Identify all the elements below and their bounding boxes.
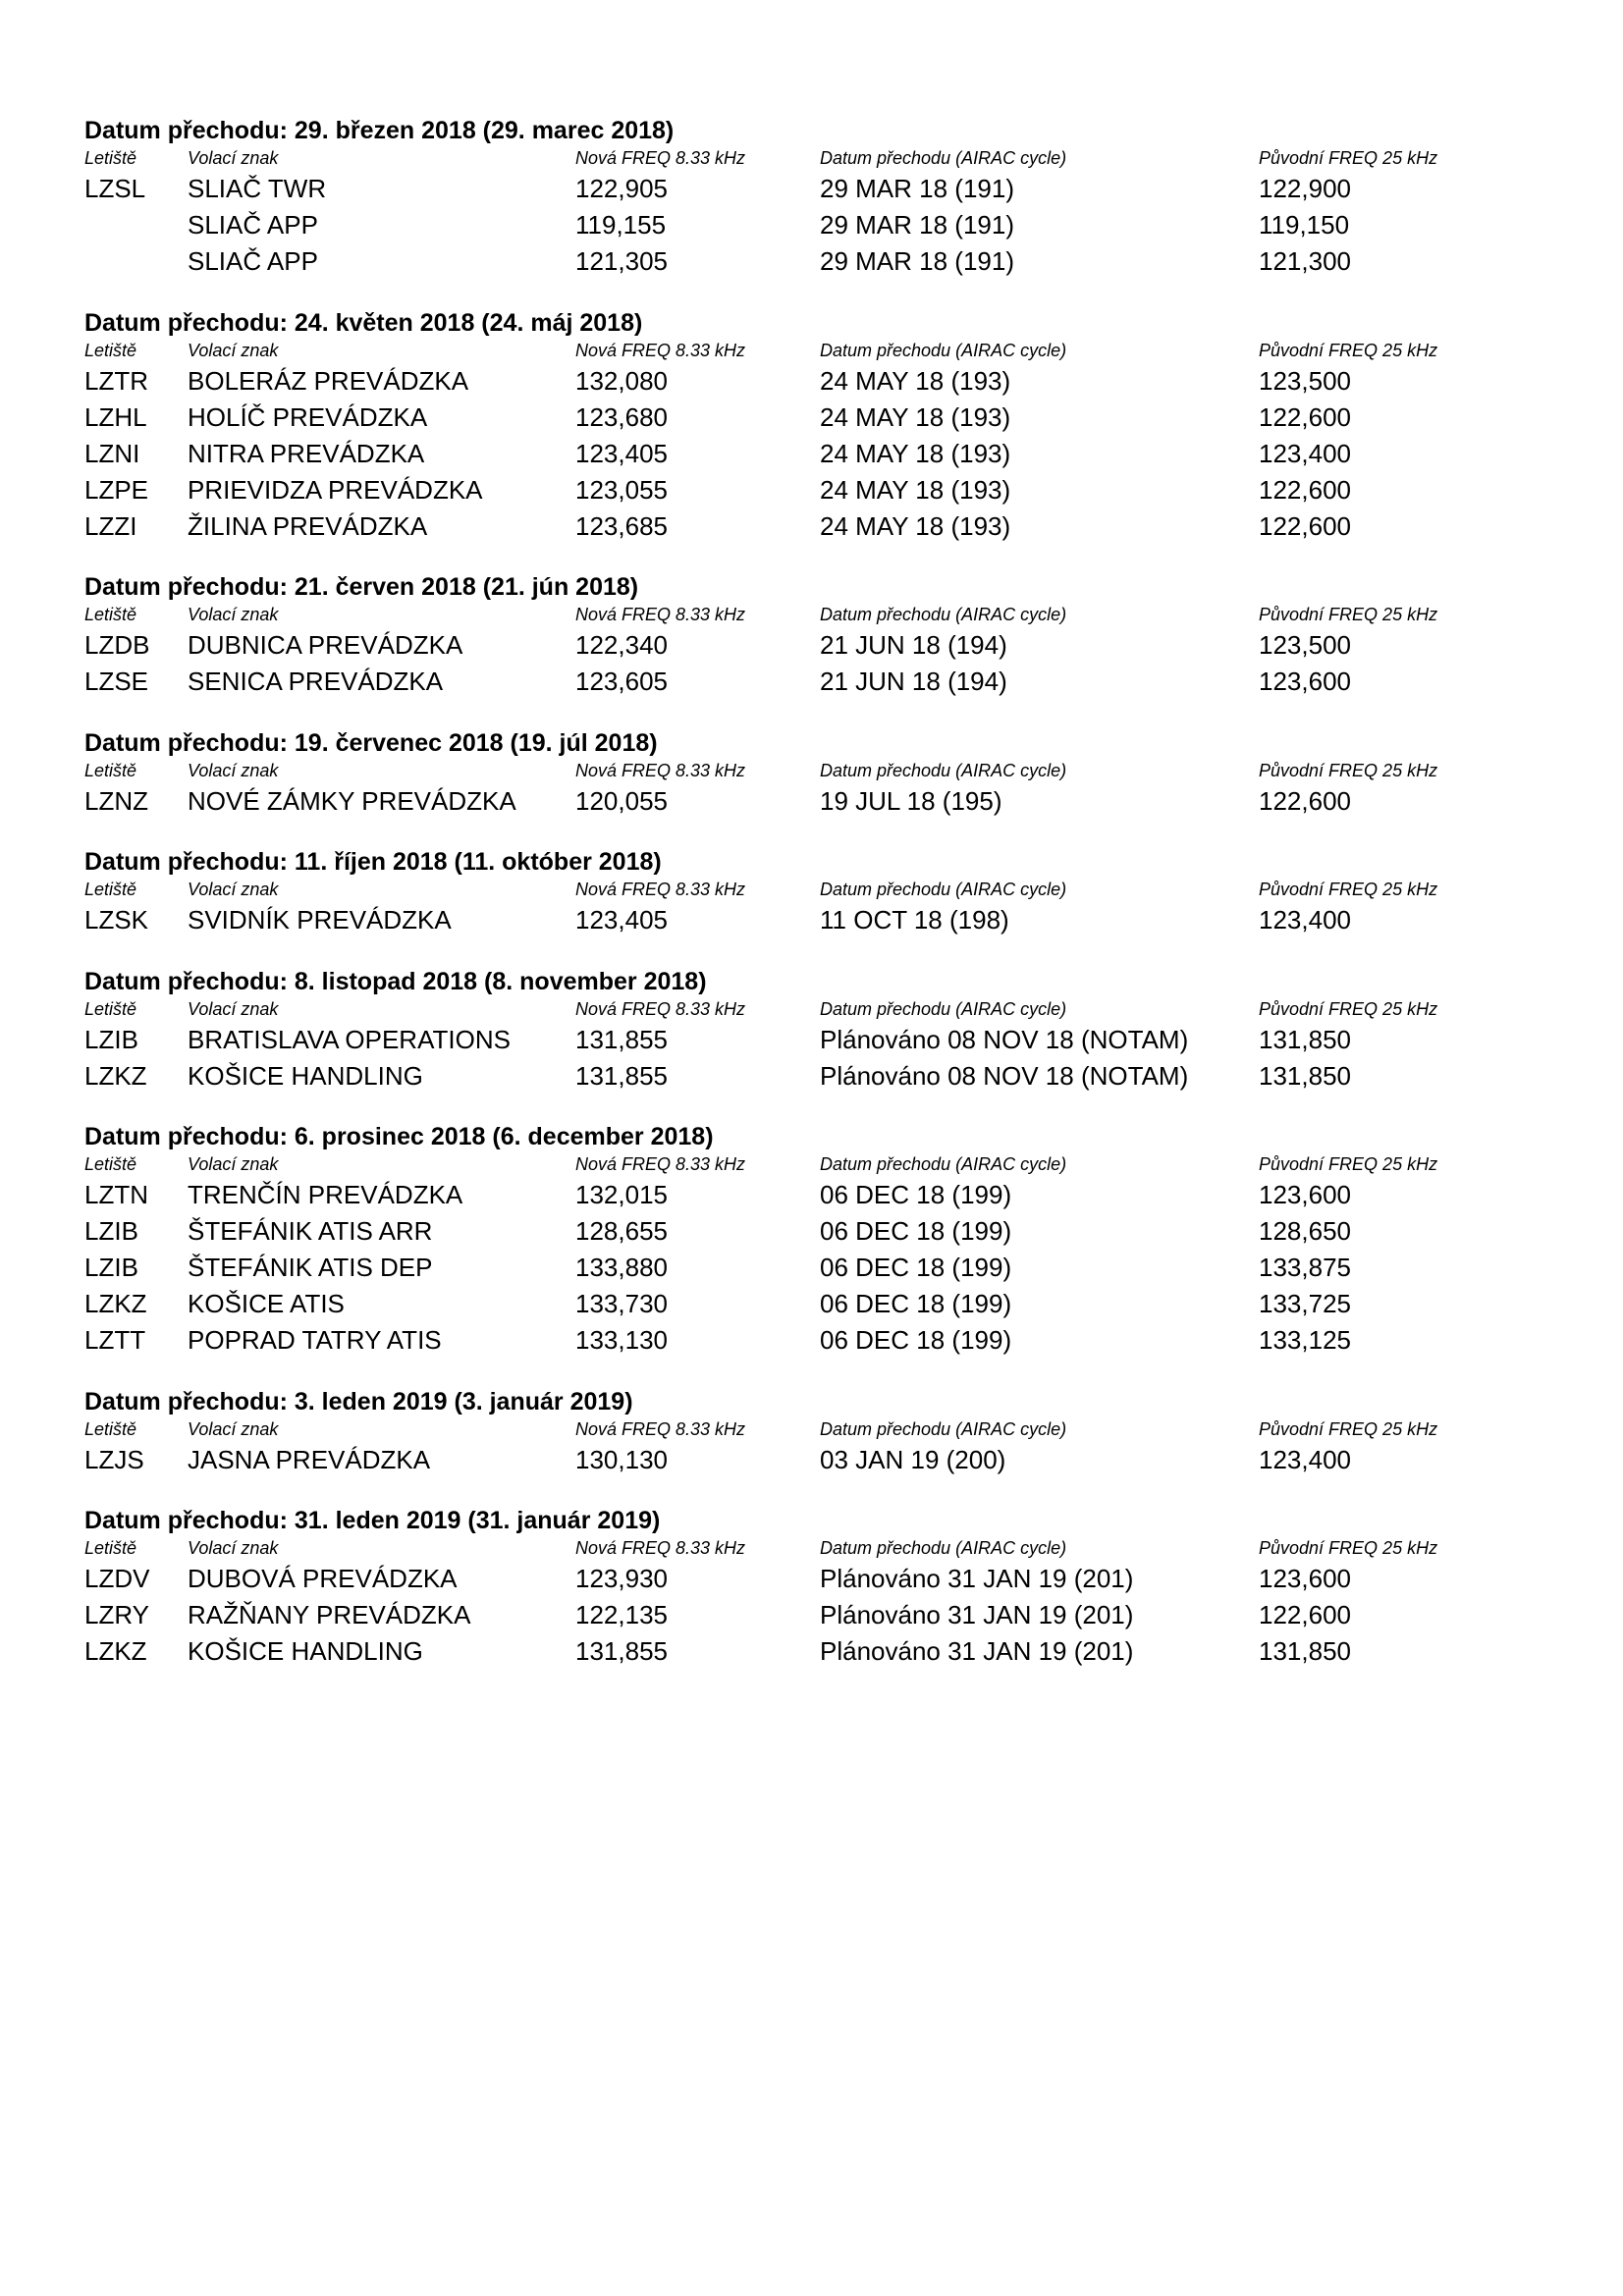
column-header-row [84, 1535, 1479, 1561]
airport-code: LZNI [84, 438, 140, 468]
old-freq: 123,600 [1259, 1564, 1351, 1593]
old-freq: 128,650 [1259, 1216, 1351, 1246]
new-freq: 123,685 [575, 510, 668, 541]
old-freq: 123,600 [1259, 1180, 1351, 1209]
callsign: ŠTEFÁNIK ATIS ARR [188, 1216, 433, 1246]
header-date: Datum přechodu (AIRAC cycle) [820, 880, 1067, 899]
old-freq: 123,500 [1259, 630, 1351, 660]
header-new-freq: Nová FREQ 8.33 kHz [575, 880, 746, 899]
header-date: Datum přechodu (AIRAC cycle) [820, 1154, 1067, 1174]
old-freq: 122,600 [1259, 1600, 1351, 1629]
section-title: Datum přechodu: 31. leden 2019 (31. január 2019) [84, 1507, 661, 1534]
new-freq: 123,930 [575, 1564, 668, 1593]
old-freq: 123,400 [1259, 438, 1351, 468]
table-row [84, 783, 1479, 820]
callsign: POPRAD TATRY ATIS [188, 1325, 442, 1355]
document-page [84, 116, 1479, 1698]
column-header-row [84, 338, 1479, 363]
transition-date: 11 OCT 18 (198) [820, 905, 1009, 934]
section-title: Datum přechodu: 8. listopad 2018 (8. november 2018) [84, 967, 707, 995]
old-freq: 122,600 [1259, 474, 1351, 505]
column-header-row [84, 877, 1479, 902]
new-freq: 133,730 [575, 1289, 668, 1318]
new-freq: 122,135 [575, 1600, 668, 1629]
header-airport: Letiště [84, 1538, 137, 1558]
table-row [84, 664, 1479, 700]
old-freq: 119,150 [1259, 210, 1350, 240]
section-title: Datum přechodu: 11. říjen 2018 (11. október 2018) [84, 848, 662, 876]
column-header-row [84, 602, 1479, 627]
section-title: Datum přechodu: 6. prosinec 2018 (6. december 2018) [84, 1123, 714, 1150]
header-airport: Letiště [84, 1418, 137, 1439]
callsign: HOLÍČ PREVÁDZKA [188, 401, 428, 432]
transition-date: 06 DEC 18 (199) [820, 1253, 1012, 1282]
old-freq: 123,400 [1259, 1444, 1351, 1474]
new-freq: 123,405 [575, 438, 668, 468]
new-freq: 123,605 [575, 667, 668, 696]
table-row [84, 400, 1479, 436]
transition-section [84, 308, 1479, 545]
transition-date: Plánováno 31 JAN 19 (201) [820, 1636, 1134, 1666]
section-title: Datum přechodu: 3. leden 2019 (3. január 2019) [84, 1387, 633, 1415]
callsign: SLIAČ APP [188, 246, 318, 276]
callsign: PRIEVIDZA PREVÁDZKA [188, 474, 483, 505]
airport-code: LZIB [84, 1024, 138, 1054]
table-row [84, 1250, 1479, 1286]
airport-code: LZIB [84, 1253, 138, 1282]
new-freq: 123,405 [575, 905, 668, 934]
header-old-freq: Původní FREQ 25 kHz [1259, 148, 1438, 168]
header-callsign: Volací znak [188, 880, 279, 899]
new-freq: 119,155 [575, 210, 667, 240]
header-airport: Letiště [84, 1154, 137, 1174]
airport-code: LZZI [84, 510, 137, 541]
transition-section [84, 847, 1479, 938]
table-row [84, 1177, 1479, 1213]
callsign: JASNA PREVÁDZKA [188, 1444, 431, 1474]
callsign: RAŽŇANY PREVÁDZKA [188, 1600, 471, 1629]
transition-date: 29 MAR 18 (191) [820, 174, 1014, 203]
callsign: ŠTEFÁNIK ATIS DEP [188, 1253, 433, 1282]
transition-section [84, 967, 1479, 1095]
header-new-freq: Nová FREQ 8.33 kHz [575, 605, 746, 624]
transition-date: Plánováno 08 NOV 18 (NOTAM) [820, 1060, 1189, 1091]
airport-code: LZJS [84, 1444, 144, 1474]
header-airport: Letiště [84, 880, 137, 899]
airport-code: LZKZ [84, 1060, 147, 1091]
header-date: Datum přechodu (AIRAC cycle) [820, 760, 1067, 780]
new-freq: 130,130 [575, 1444, 668, 1474]
new-freq: 132,080 [575, 365, 668, 396]
table-row [84, 207, 1479, 243]
new-freq: 122,905 [575, 174, 668, 203]
airport-code: LZNZ [84, 785, 148, 816]
new-freq: 122,340 [575, 630, 668, 660]
header-new-freq: Nová FREQ 8.33 kHz [575, 998, 746, 1019]
table-row [84, 1213, 1479, 1250]
old-freq: 123,400 [1259, 905, 1351, 934]
table-row [84, 1286, 1479, 1322]
header-old-freq: Původní FREQ 25 kHz [1259, 340, 1438, 360]
table-row [84, 1633, 1479, 1670]
callsign: KOŠICE HANDLING [188, 1060, 423, 1091]
table-row [84, 243, 1479, 280]
header-callsign: Volací znak [188, 1154, 279, 1174]
table-row [84, 1442, 1479, 1478]
airport-code: LZKZ [84, 1289, 147, 1318]
section-title: Datum přechodu: 24. květen 2018 (24. máj 2018) [84, 308, 643, 337]
old-freq: 122,600 [1259, 401, 1351, 432]
header-new-freq: Nová FREQ 8.33 kHz [575, 760, 746, 780]
callsign: NOVÉ ZÁMKY PREVÁDZKA [188, 785, 516, 816]
header-date: Datum přechodu (AIRAC cycle) [820, 605, 1067, 624]
column-header-row [84, 1416, 1479, 1442]
transition-date: 24 MAY 18 (193) [820, 510, 1011, 541]
callsign: ŽILINA PREVÁDZKA [188, 510, 428, 541]
table-row [84, 472, 1479, 508]
header-callsign: Volací znak [188, 1538, 279, 1558]
header-airport: Letiště [84, 998, 137, 1019]
table-row [84, 436, 1479, 472]
transition-section [84, 572, 1479, 700]
table-row [84, 627, 1479, 664]
header-airport: Letiště [84, 340, 137, 360]
callsign: TRENČÍN PREVÁDZKA [188, 1180, 463, 1209]
header-old-freq: Původní FREQ 25 kHz [1259, 760, 1438, 780]
old-freq: 133,725 [1259, 1289, 1351, 1318]
table-row [84, 1022, 1479, 1058]
old-freq: 121,300 [1259, 246, 1351, 276]
callsign: BOLERÁZ PREVÁDZKA [188, 365, 469, 396]
old-freq: 131,850 [1259, 1060, 1351, 1091]
transition-section [84, 116, 1479, 280]
header-new-freq: Nová FREQ 8.33 kHz [575, 1538, 746, 1558]
header-callsign: Volací znak [188, 760, 279, 780]
section-title: Datum přechodu: 21. červen 2018 (21. jún 2018) [84, 573, 639, 601]
new-freq: 123,055 [575, 474, 668, 505]
header-new-freq: Nová FREQ 8.33 kHz [575, 340, 746, 360]
header-date: Datum přechodu (AIRAC cycle) [820, 1418, 1067, 1439]
header-old-freq: Původní FREQ 25 kHz [1259, 1418, 1438, 1439]
column-header-row [84, 145, 1479, 171]
new-freq: 131,855 [575, 1024, 668, 1054]
old-freq: 122,900 [1259, 174, 1351, 203]
transition-section [84, 1122, 1479, 1359]
old-freq: 122,600 [1259, 785, 1351, 816]
old-freq: 123,500 [1259, 365, 1351, 396]
header-new-freq: Nová FREQ 8.33 kHz [575, 148, 746, 168]
airport-code: LZSL [84, 174, 146, 203]
table-row [84, 1561, 1479, 1597]
old-freq: 133,875 [1259, 1253, 1351, 1282]
transition-date: 21 JUN 18 (194) [820, 667, 1007, 696]
callsign: SLIAČ APP [188, 210, 318, 240]
header-airport: Letiště [84, 148, 137, 168]
callsign: DUBNICA PREVÁDZKA [188, 630, 463, 660]
airport-code: LZTN [84, 1180, 148, 1209]
header-callsign: Volací znak [188, 605, 279, 624]
airport-code: LZTT [84, 1325, 146, 1355]
table-row [84, 508, 1479, 545]
airport-code: LZTR [84, 365, 148, 396]
callsign: DUBOVÁ PREVÁDZKA [188, 1564, 458, 1593]
column-header-row [84, 1151, 1479, 1177]
old-freq: 123,600 [1259, 667, 1351, 696]
header-old-freq: Původní FREQ 25 kHz [1259, 880, 1438, 899]
airport-code: LZDV [84, 1564, 150, 1593]
transition-date: 19 JUL 18 (195) [820, 785, 1002, 816]
table-row [84, 171, 1479, 207]
callsign: KOŠICE ATIS [188, 1289, 345, 1318]
header-date: Datum přechodu (AIRAC cycle) [820, 148, 1067, 168]
old-freq: 131,850 [1259, 1636, 1351, 1666]
header-old-freq: Původní FREQ 25 kHz [1259, 605, 1438, 624]
header-old-freq: Původní FREQ 25 kHz [1259, 1538, 1438, 1558]
transition-section [84, 1387, 1479, 1478]
header-airport: Letiště [84, 760, 137, 780]
transition-date: 03 JAN 19 (200) [820, 1444, 1006, 1474]
header-callsign: Volací znak [188, 340, 279, 360]
transition-date: 24 MAY 18 (193) [820, 474, 1011, 505]
new-freq: 132,015 [575, 1180, 668, 1209]
callsign: NITRA PREVÁDZKA [188, 438, 425, 468]
airport-code: LZIB [84, 1216, 138, 1246]
callsign: BRATISLAVA OPERATIONS [188, 1024, 511, 1054]
header-date: Datum přechodu (AIRAC cycle) [820, 1538, 1067, 1558]
new-freq: 121,305 [575, 246, 668, 276]
header-new-freq: Nová FREQ 8.33 kHz [575, 1154, 746, 1174]
column-header-row [84, 996, 1479, 1022]
transition-date: 06 DEC 18 (199) [820, 1325, 1012, 1355]
header-callsign: Volací znak [188, 998, 279, 1019]
airport-code: LZKZ [84, 1636, 147, 1666]
airport-code: LZHL [84, 401, 147, 432]
header-airport: Letiště [84, 605, 137, 624]
section-title: Datum přechodu: 19. červenec 2018 (19. júl 2018) [84, 728, 658, 757]
header-new-freq: Nová FREQ 8.33 kHz [575, 1418, 746, 1439]
airport-code: LZSE [84, 667, 149, 696]
transition-date: 24 MAY 18 (193) [820, 401, 1011, 432]
airport-code: LZRY [84, 1600, 149, 1629]
new-freq: 131,855 [575, 1636, 668, 1666]
callsign: SLIAČ TWR [188, 174, 327, 203]
airport-code: LZPE [84, 474, 149, 505]
transition-date: 06 DEC 18 (199) [820, 1216, 1012, 1246]
transition-date: 24 MAY 18 (193) [820, 365, 1011, 396]
table-row [84, 902, 1479, 938]
header-date: Datum přechodu (AIRAC cycle) [820, 998, 1067, 1019]
header-old-freq: Původní FREQ 25 kHz [1259, 998, 1438, 1019]
new-freq: 133,880 [575, 1253, 668, 1282]
header-date: Datum přechodu (AIRAC cycle) [820, 340, 1067, 360]
airport-code: LZSK [84, 905, 149, 934]
new-freq: 120,055 [575, 785, 668, 816]
header-callsign: Volací znak [188, 148, 279, 168]
new-freq: 133,130 [575, 1325, 668, 1355]
table-row [84, 1597, 1479, 1633]
callsign: KOŠICE HANDLING [188, 1636, 423, 1666]
transition-date: Plánováno 31 JAN 19 (201) [820, 1600, 1134, 1629]
airport-code: LZDB [84, 630, 150, 660]
header-callsign: Volací znak [188, 1418, 279, 1439]
old-freq: 133,125 [1259, 1325, 1351, 1355]
old-freq: 122,600 [1259, 510, 1351, 541]
new-freq: 131,855 [575, 1060, 668, 1091]
new-freq: 128,655 [575, 1216, 668, 1246]
column-header-row [84, 758, 1479, 783]
transition-date: 06 DEC 18 (199) [820, 1180, 1012, 1209]
callsign: SVIDNÍK PREVÁDZKA [188, 905, 452, 934]
transition-section [84, 728, 1479, 820]
transition-date: Plánováno 08 NOV 18 (NOTAM) [820, 1024, 1189, 1054]
transition-date: 21 JUN 18 (194) [820, 630, 1007, 660]
transition-section [84, 1506, 1479, 1670]
header-old-freq: Původní FREQ 25 kHz [1259, 1154, 1438, 1174]
table-row [84, 363, 1479, 400]
transition-date: 29 MAR 18 (191) [820, 246, 1014, 276]
callsign: SENICA PREVÁDZKA [188, 667, 444, 696]
transition-date: 29 MAR 18 (191) [820, 210, 1014, 240]
transition-date: 24 MAY 18 (193) [820, 438, 1011, 468]
table-row [84, 1322, 1479, 1359]
transition-date: Plánováno 31 JAN 19 (201) [820, 1564, 1134, 1593]
old-freq: 131,850 [1259, 1024, 1351, 1054]
table-row [84, 1058, 1479, 1095]
section-title: Datum přechodu: 29. březen 2018 (29. marec 2018) [84, 117, 675, 144]
new-freq: 123,680 [575, 401, 668, 432]
transition-date: 06 DEC 18 (199) [820, 1289, 1012, 1318]
